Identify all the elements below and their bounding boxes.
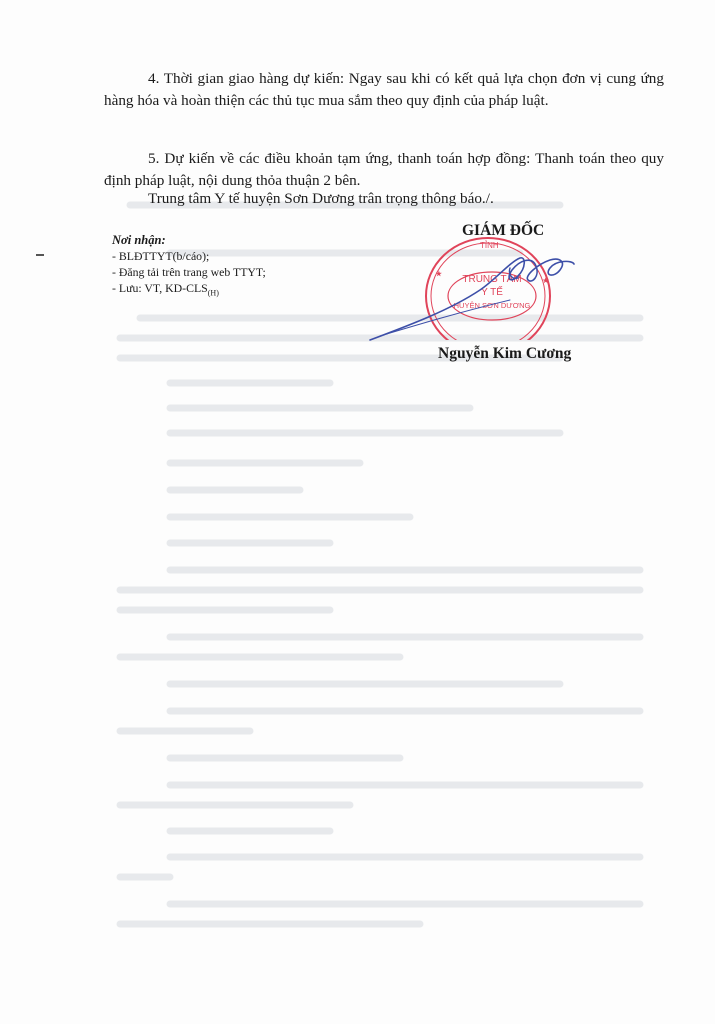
- recipients-heading: Nơi nhận:: [112, 233, 166, 247]
- signer-name: Nguyễn Kim Cương: [438, 345, 572, 362]
- svg-text:TRUNG TÂM: TRUNG TÂM: [462, 274, 522, 285]
- recipients-block: [112, 232, 266, 301]
- director-title: GIÁM ĐỐC: [462, 222, 545, 239]
- recipient-item: - Lưu: VT, $KD-CLS_{(H)}$: [112, 281, 219, 298]
- svg-text:HUYỆN SƠN DƯƠNG: HUYỆN SƠN DƯƠNG: [453, 301, 531, 310]
- handwritten-signature: [360, 240, 590, 350]
- svg-text:★: ★: [540, 275, 552, 286]
- paragraph-payment-terms: 5. Dự kiến về các điều khoản tạm ứng, thanh toán hợp đồng: Thanh toán theo quy định pháp luật, nội dung thỏa thuận 2 bên.: [104, 150, 664, 189]
- svg-text:TỈNH: TỈNH: [480, 241, 499, 250]
- margin-mark: [36, 254, 44, 256]
- recipient-item: - BLĐTTYT(b/cáo);: [112, 249, 210, 263]
- closing-statement: Trung tâm Y tế huyện Sơn Dương trân trọng thông báo./.: [148, 190, 494, 207]
- recipient-item: - Đăng tải trên trang web TTYT;: [112, 265, 266, 279]
- paragraph-delivery-time: 4. Thời gian giao hàng dự kiến: Ngay sau khi có kết quả lựa chọn đơn vị cung ứng hàng hóa và hoàn thiện các thủ tục mua sắm theo quy định của pháp luật.: [104, 70, 664, 109]
- svg-text:Y TẾ: Y TẾ: [481, 287, 503, 298]
- svg-text:★: ★: [433, 268, 445, 279]
